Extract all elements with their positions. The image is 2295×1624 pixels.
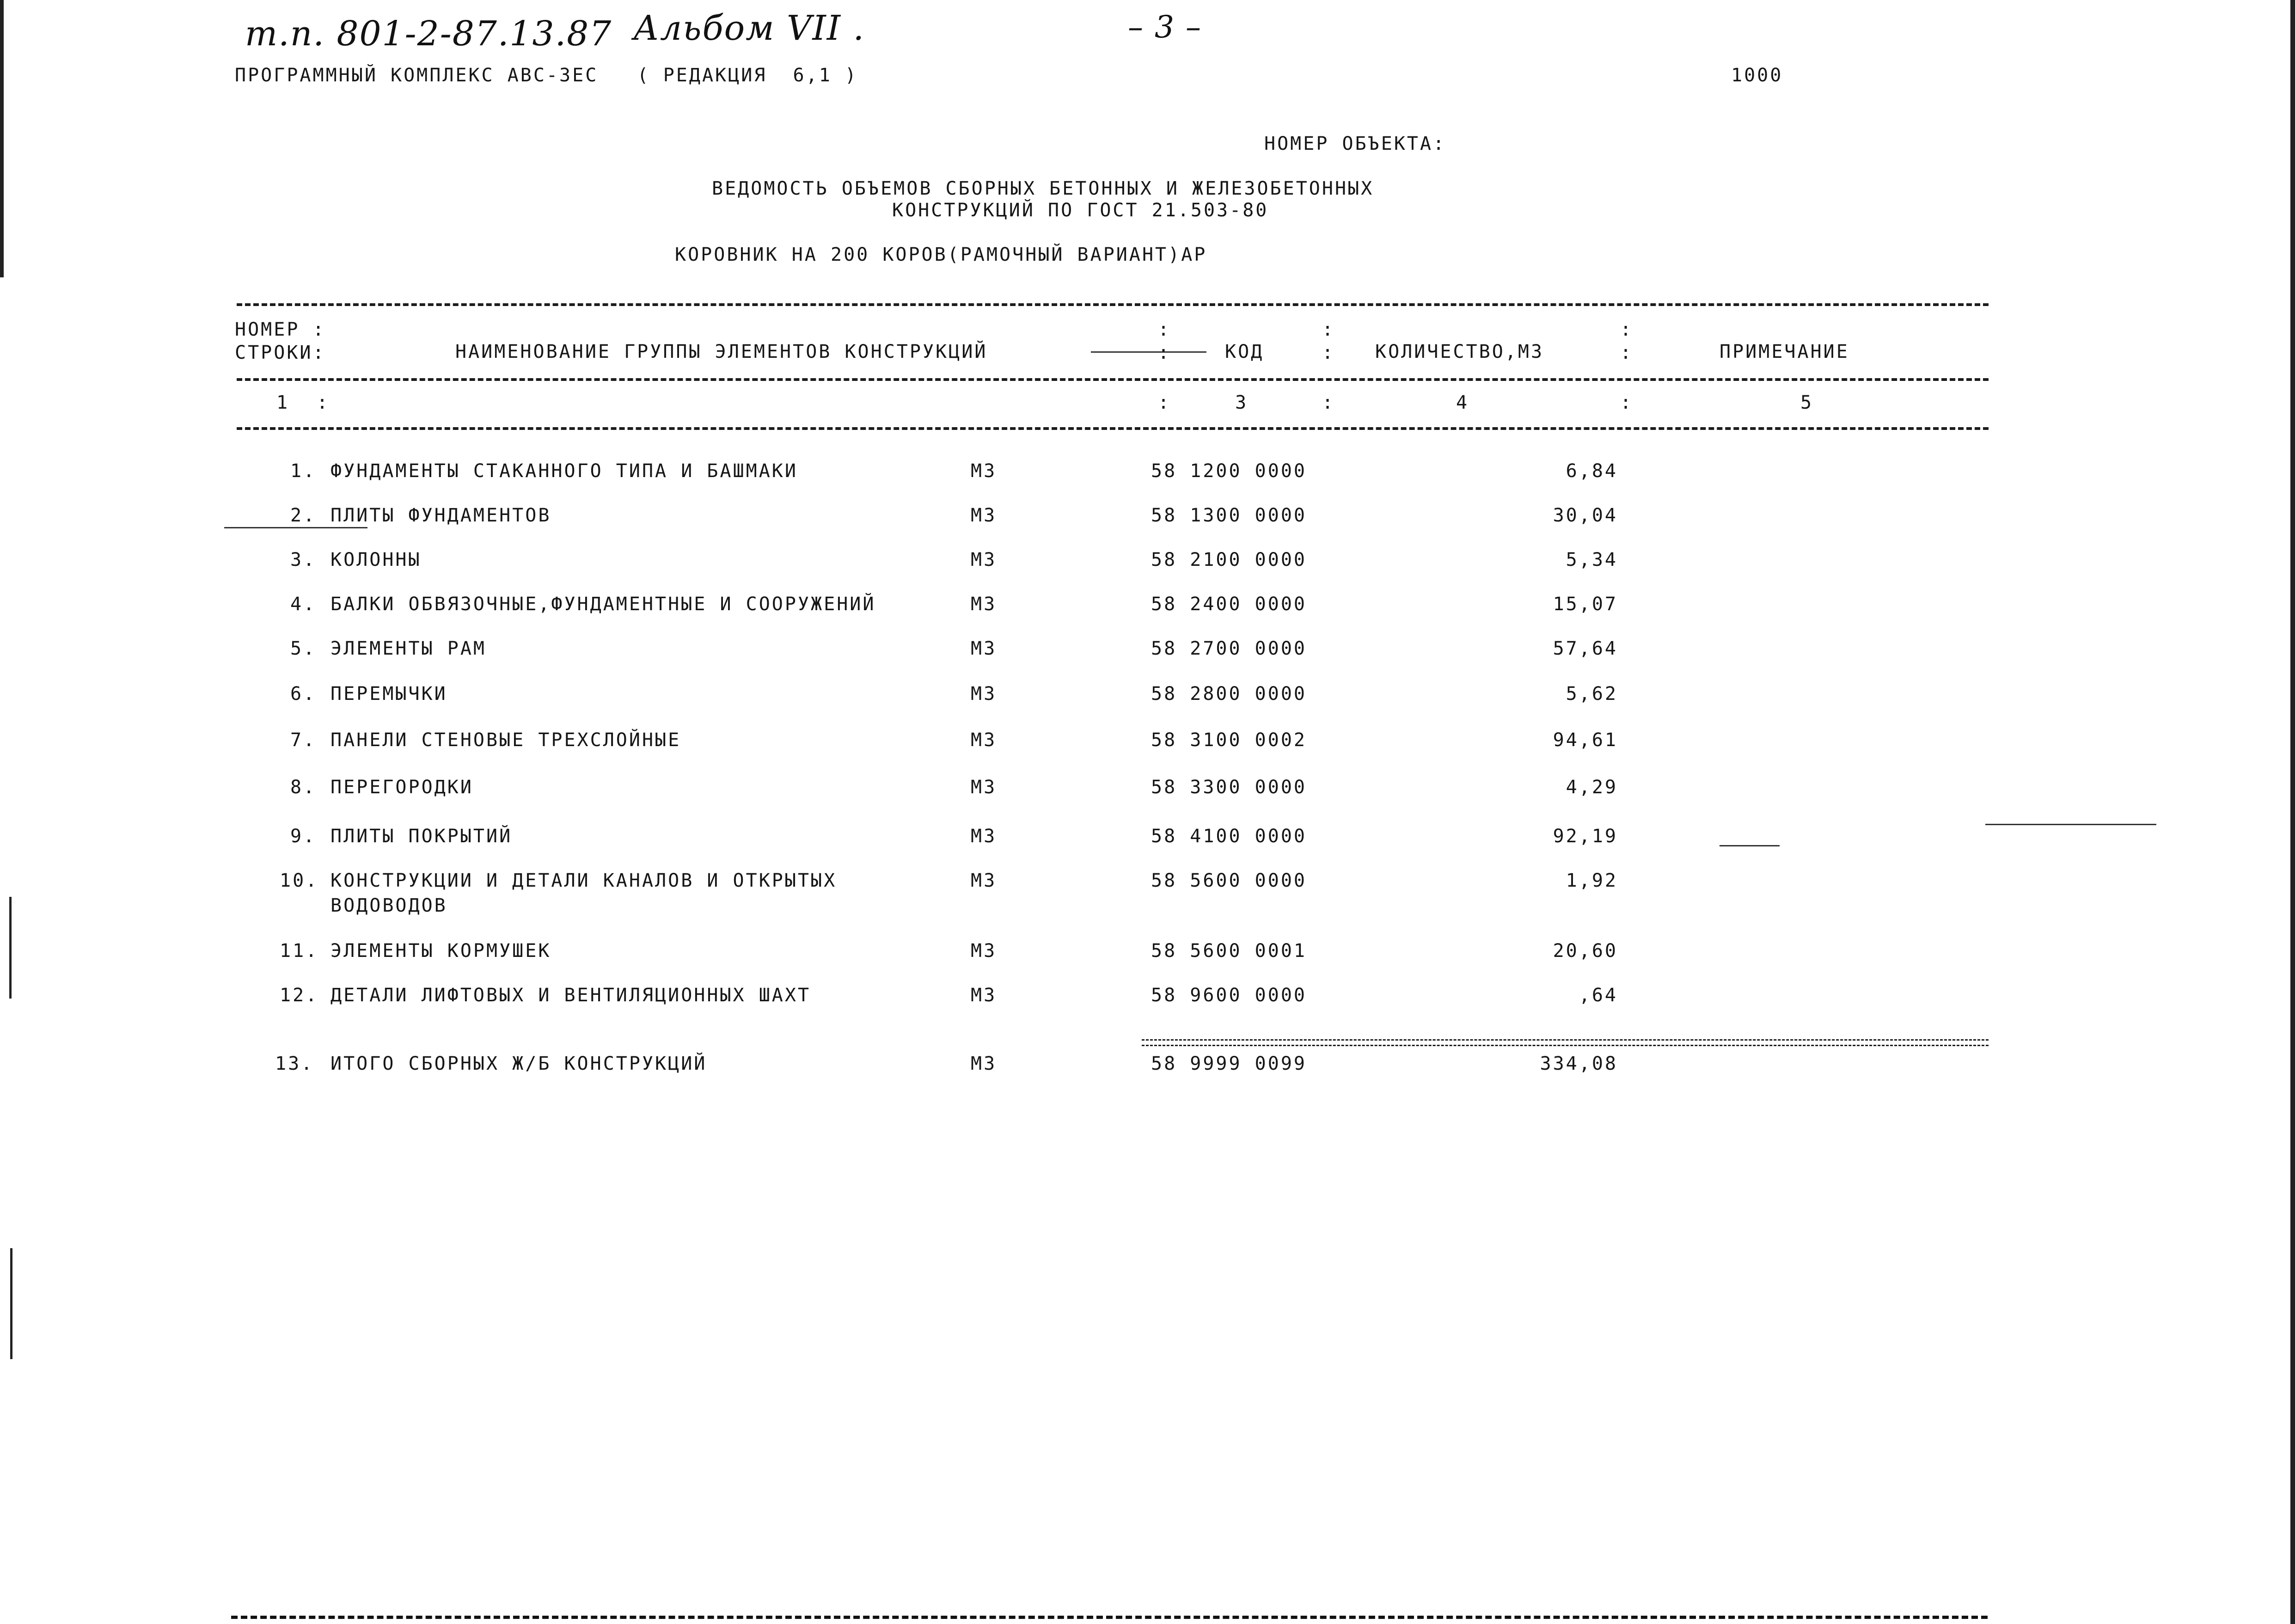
row-number: 3. xyxy=(290,549,317,570)
row-quantity: 20,60 xyxy=(1553,940,1618,962)
program-code: 1000 xyxy=(1731,65,1783,86)
row-code: 58 5600 0001 xyxy=(1151,940,1307,962)
row-code: 58 9600 0000 xyxy=(1151,985,1307,1006)
row-quantity: ,64 xyxy=(1579,985,1618,1006)
row-code: 58 3300 0000 xyxy=(1151,777,1307,798)
header-colon: : xyxy=(1158,319,1171,340)
handwritten-page-number: – 3 – xyxy=(1128,9,1202,45)
row-quantity: 92,19 xyxy=(1553,826,1618,847)
stray-rule xyxy=(1985,824,2156,825)
document-title-line1: ВЕДОМОСТЬ ОБЪЕМОВ СБОРНЫХ БЕТОННЫХ И ЖЕЛЕЗОБЕТОННЫХ xyxy=(712,178,1374,199)
column-number-separator: : xyxy=(1322,392,1335,413)
total-number: 13. xyxy=(275,1053,314,1074)
row-name-continued: ВОДОВОДОВ xyxy=(330,895,447,916)
row-unit: М3 xyxy=(971,985,997,1006)
total-quantity: 334,08 xyxy=(1540,1053,1618,1074)
handwritten-series: т.п. 801-2-87.13.87 xyxy=(245,14,612,54)
row-code: 58 1300 0000 xyxy=(1151,505,1307,526)
row-number: 7. xyxy=(290,729,317,751)
row-quantity: 5,62 xyxy=(1566,683,1618,705)
row-number: 11. xyxy=(280,940,319,962)
row-name: ПАНЕЛИ СТЕНОВЫЕ ТРЕХСЛОЙНЫЕ xyxy=(330,729,681,751)
header-bottom-divider xyxy=(237,427,1989,430)
total-unit: М3 xyxy=(971,1053,997,1074)
column-number-separator: : xyxy=(1620,392,1634,413)
row-code: 58 2800 0000 xyxy=(1151,683,1307,705)
header-colon: : xyxy=(1620,342,1634,363)
row-quantity: 6,84 xyxy=(1566,460,1618,482)
header-code: КОД xyxy=(1225,341,1264,362)
header-name: НАИМЕНОВАНИЕ ГРУППЫ ЭЛЕМЕНТОВ КОНСТРУКЦИЙ xyxy=(455,341,988,362)
row-name: БАЛКИ ОБВЯЗОЧНЫЕ,ФУНДАМЕНТНЫЕ И СООРУЖЕНИЙ xyxy=(330,594,876,615)
row-unit: М3 xyxy=(971,940,997,962)
column-number-4: 4 xyxy=(1456,392,1469,413)
bottom-dashed-edge xyxy=(231,1616,1988,1619)
row-number: 5. xyxy=(290,638,317,659)
row-name: ПЛИТЫ ПОКРЫТИЙ xyxy=(330,826,513,847)
column-number-5: 5 xyxy=(1800,392,1814,413)
header-colon: : xyxy=(1322,319,1335,340)
row-code: 58 1200 0000 xyxy=(1151,460,1307,482)
row-name: ПЕРЕМЫЧКИ xyxy=(330,683,447,705)
scan-edge xyxy=(2290,0,2295,1624)
row-quantity: 30,04 xyxy=(1553,505,1618,526)
row-quantity: 4,29 xyxy=(1566,777,1618,798)
header-note: ПРИМЕЧАНИЕ xyxy=(1720,341,1849,362)
handwritten-album: Альбом VII . xyxy=(633,8,865,48)
row-name: ФУНДАМЕНТЫ СТАКАННОГО ТИПА И БАШМАКИ xyxy=(330,460,798,482)
header-row-number-line1: НОМЕР : xyxy=(235,319,326,340)
total-code: 58 9999 0099 xyxy=(1151,1053,1307,1074)
row-code: 58 2100 0000 xyxy=(1151,549,1307,570)
row-code: 58 5600 0000 xyxy=(1151,870,1307,891)
row-name: ПЕРЕГОРОДКИ xyxy=(330,777,473,798)
document-subtitle: КОРОВНИК НА 200 КОРОВ(РАМОЧНЫЙ ВАРИАНТ)АР xyxy=(675,244,1207,265)
row-name: ЭЛЕМЕНТЫ КОРМУШЕК xyxy=(330,940,551,962)
column-number-separator: : xyxy=(1158,392,1171,413)
stray-rule xyxy=(224,527,367,528)
header-colon: : xyxy=(1322,342,1335,363)
row-unit: М3 xyxy=(971,729,997,751)
column-number-3: 3 xyxy=(1235,392,1248,413)
row-unit: М3 xyxy=(971,683,997,705)
row-code: 58 3100 0002 xyxy=(1151,729,1307,751)
scan-edge xyxy=(0,0,4,277)
stray-rule xyxy=(1720,845,1780,846)
row-number: 6. xyxy=(290,683,317,705)
row-unit: М3 xyxy=(971,826,997,847)
header-row-number-line2: СТРОКИ: xyxy=(235,342,326,363)
column-number-separator: : xyxy=(317,392,330,413)
table-top-divider xyxy=(237,303,1989,306)
row-name: ДЕТАЛИ ЛИФТОВЫХ И ВЕНТИЛЯЦИОННЫХ ШАХТ xyxy=(330,985,811,1006)
row-quantity: 57,64 xyxy=(1553,638,1618,659)
row-quantity: 94,61 xyxy=(1553,729,1618,751)
row-name: КОЛОННЫ xyxy=(330,549,422,570)
column-number-divider xyxy=(237,378,1989,381)
column-number-1: 1 xyxy=(276,392,290,413)
scan-edge xyxy=(10,1248,12,1359)
row-quantity: 5,34 xyxy=(1566,549,1618,570)
object-number-label: НОМЕР ОБЪЕКТА: xyxy=(1264,133,1446,154)
header-quantity: КОЛИЧЕСТВО,М3 xyxy=(1375,341,1544,362)
row-number: 9. xyxy=(290,826,317,847)
row-number: 12. xyxy=(280,985,319,1006)
row-code: 58 4100 0000 xyxy=(1151,826,1307,847)
header-strike-rule xyxy=(1091,351,1206,353)
total-double-rule xyxy=(1142,1039,1989,1046)
header-colon: : xyxy=(1620,319,1634,340)
row-name: КОНСТРУКЦИИ И ДЕТАЛИ КАНАЛОВ И ОТКРЫТЫХ xyxy=(330,870,837,891)
row-unit: М3 xyxy=(971,460,997,482)
total-name: ИТОГО СБОРНЫХ Ж/Б КОНСТРУКЦИЙ xyxy=(330,1053,707,1074)
header-colon: : xyxy=(1158,342,1171,363)
row-number: 4. xyxy=(290,594,317,615)
row-unit: М3 xyxy=(971,549,997,570)
row-unit: М3 xyxy=(971,505,997,526)
row-unit: М3 xyxy=(971,777,997,798)
row-quantity: 1,92 xyxy=(1566,870,1618,891)
row-number: 2. xyxy=(290,505,317,526)
document-title-line2: КОНСТРУКЦИЙ ПО ГОСТ 21.503-80 xyxy=(892,200,1269,221)
row-number: 8. xyxy=(290,777,317,798)
row-unit: М3 xyxy=(971,638,997,659)
row-unit: М3 xyxy=(971,594,997,615)
row-unit: М3 xyxy=(971,870,997,891)
scan-edge xyxy=(9,897,12,999)
row-number: 1. xyxy=(290,460,317,482)
row-code: 58 2700 0000 xyxy=(1151,638,1307,659)
row-name: ЭЛЕМЕНТЫ РАМ xyxy=(330,638,486,659)
row-code: 58 2400 0000 xyxy=(1151,594,1307,615)
row-name: ПЛИТЫ ФУНДАМЕНТОВ xyxy=(330,505,551,526)
row-number: 10. xyxy=(280,870,319,891)
program-header: ПРОГРАММНЫЙ КОМПЛЕКС АВС-ЗЕС ( РЕДАКЦИЯ 6,1 ) xyxy=(235,65,858,86)
row-quantity: 15,07 xyxy=(1553,594,1618,615)
